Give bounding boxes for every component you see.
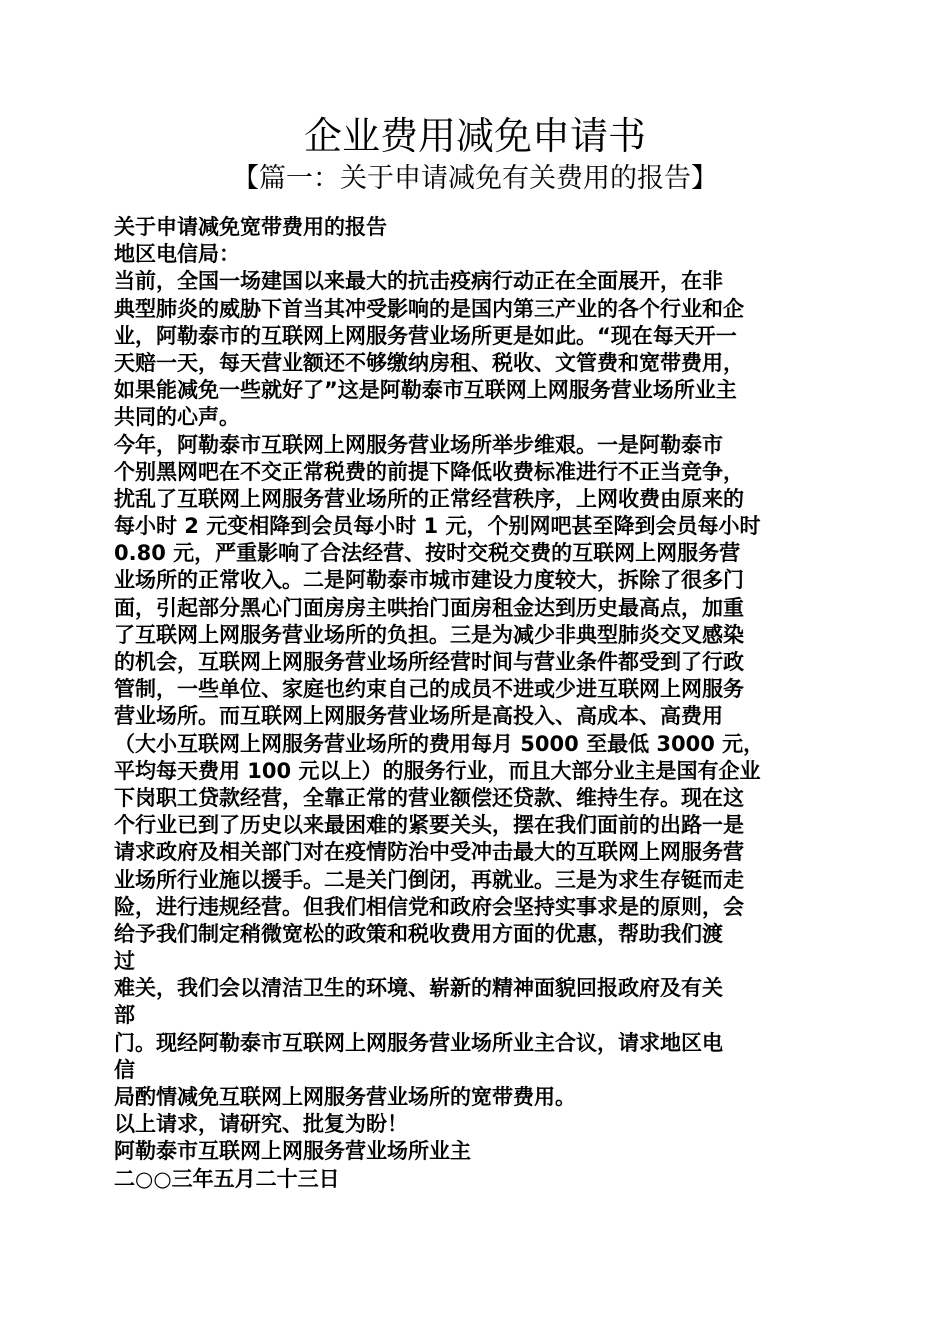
body-line: 扰乱了互联网上网服务营业场所的正常经营秩序，上网收费由原来的 bbox=[114, 486, 744, 511]
body-line: 平均每天费用 100 元以上）的服务行业，而且大部分业主是国有企业 bbox=[114, 758, 761, 783]
body-line: 过 bbox=[114, 949, 135, 974]
body-line: 给予我们制定稍微宽松的政策和税收费用方面的优惠，帮助我们渡 bbox=[114, 921, 723, 946]
body-line: 地区电信局： bbox=[114, 242, 240, 267]
body-line: 个行业已到了历史以来最困难的紧要关头，摆在我们面前的出路一是 bbox=[114, 813, 744, 838]
body-line: 二○○三年五月二十三日 bbox=[114, 1166, 340, 1191]
body-line: 每小时 2 元变相降到会员每小时 1 元，个别网吧甚至降到会员每小时 bbox=[114, 514, 761, 539]
body-line: 面，引起部分黑心门面房房主哄抬门面房租金达到历史最高点，加重 bbox=[114, 595, 744, 620]
body-line: 的机会，互联网上网服务营业场所经营时间与营业条件都受到了行政 bbox=[114, 650, 744, 674]
body-line: 业场所行业施以援手。二是关门倒闭，再就业。三是为求生存铤而走 bbox=[114, 867, 744, 892]
body-line: 信 bbox=[114, 1057, 135, 1082]
body-line: 阿勒泰市互联网上网服务营业场所业主 bbox=[114, 1139, 471, 1164]
body-line: （大小互联网上网服务营业场所的费用每月 5000 至最低 3000 元， bbox=[114, 731, 765, 756]
body-line: 下岗职工贷款经营，全靠正常的营业额偿还贷款、维持生存。现在这 bbox=[114, 785, 744, 810]
body-line: 个别黑网吧在不交正常税费的前提下降低收费标准进行不正当竞争， bbox=[114, 459, 744, 484]
body-line: 难关，我们会以清洁卫生的环境、崭新的精神面貌回报政府及有关 bbox=[114, 976, 723, 1001]
body-line: 了互联网上网服务营业场所的负担。三是为减少非典型肺炎交叉感染 bbox=[114, 622, 744, 647]
body-line: 险，进行违规经营。但我们相信党和政府会坚持实事求是的原则，会 bbox=[114, 894, 744, 919]
body-line: 天赔一天，每天营业额还不够缴纳房租、税收、文管费和宽带费用， bbox=[114, 350, 744, 375]
body-line: 今年，阿勒泰市互联网上网服务营业场所举步维艰。一是阿勒泰市 bbox=[114, 432, 723, 457]
body-line: 业场所的正常收入。二是阿勒泰市城市建设力度较大，拆除了很多门 bbox=[114, 568, 744, 593]
body-line: 0.80 元，严重影响了合法经营、按时交税交费的互联网上网服务营 bbox=[114, 541, 741, 566]
body-line: 关于申请减免宽带费用的报告 bbox=[114, 215, 387, 239]
document-body bbox=[114, 214, 844, 1193]
body-line: 请求政府及相关部门对在疫情防治中受冲击最大的互联网上网服务营 bbox=[114, 840, 744, 865]
body-line: 业，阿勒泰市的互联网上网服务营业场所更是如此。“现在每天开一 bbox=[114, 323, 737, 348]
body-line: 门。现经阿勒泰市互联网上网服务营业场所业主合议，请求地区电 bbox=[114, 1030, 723, 1055]
document-title: 企业费用减免申请书 bbox=[303, 114, 646, 158]
body-line: 如果能减免一些就好了”这是阿勒泰市互联网上网服务营业场所业主 bbox=[114, 378, 737, 403]
body-line: 管制，一些单位、家庭也约束自己的成员不进或少进互联网上网服务 bbox=[114, 677, 744, 702]
body-line: 共同的心声。 bbox=[114, 405, 240, 430]
body-line: 当前，全国一场建国以来最大的抗击疫病行动正在全面展开，在非 bbox=[114, 269, 723, 294]
body-line: 部 bbox=[114, 1003, 135, 1028]
body-line: 局酌情减免互联网上网服务营业场所的宽带费用。 bbox=[114, 1085, 576, 1109]
body-line: 营业场所。而互联网上网服务营业场所是高投入、高成本、高费用 bbox=[114, 704, 723, 729]
body-line: 以上请求，请研究、批复为盼！ bbox=[114, 1112, 408, 1137]
body-line: 典型肺炎的威胁下首当其冲受影响的是国内第三产业的各个行业和企 bbox=[114, 296, 744, 321]
document-subtitle: 【篇一：关于申请减免有关费用的报告】 bbox=[232, 163, 718, 194]
